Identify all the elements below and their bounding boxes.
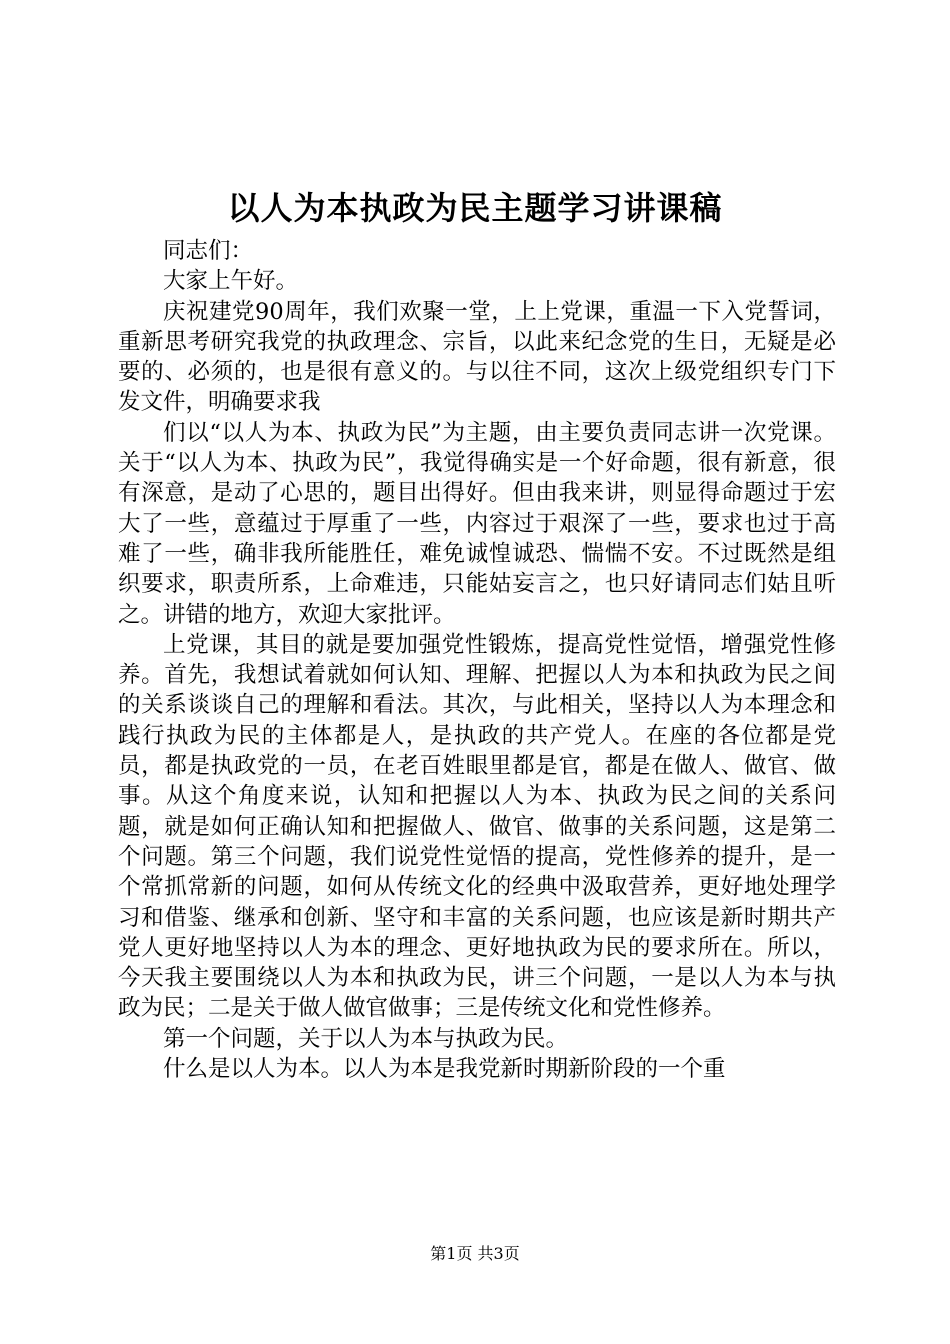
document-title: 以人为本执政为民主题学习讲课稿 [227, 189, 723, 227]
document-body [118, 236, 836, 1084]
page-number-footer: 第1页 共3页 [430, 1244, 520, 1263]
paragraph-intro: 庆祝建党90周年，我们欢聚一堂，上上党课，重温一下入党誓词，重新思考研究我党的执政理念、宗旨，以此来纪念党的生日，无疑是必要的、必须的，也是很有意义的。与以往不同，这次上级党组织专门下发文件，明确要求我 [118, 298, 836, 416]
paragraph-topic: 们以“以人为本、执政为民”为主题，由主要负责同志讲一次党课。关于“以人为本、执政为民”，我觉得确实是一个好命题，很有新意，很有深意，是动了心思的，题目出得好。但由我来讲，则显得命题过于宏大了一些，意蕴过于厚重了一些，内容过于艰深了一些，要求也过于高难了一些，确非我所能胜任，难免诚惶诚恐、惴惴不安。不过既然是组织要求，职责所系，上命难违，只能姑妄言之，也只好请同志们姑且听之。讲错的地方，欢迎大家批评。 [118, 419, 836, 628]
paragraph-outline: 上党课，其目的就是要加强党性锻炼，提高党性觉悟，增强党性修养。首先，我想试着就如何认知、理解、把握以人为本和执政为民之间的关系谈谈自己的理解和看法。其次，与此相关，坚持以人为本理念和践行执政为民的主体都是人，是执政的共产党人。在座的各位都是党员，都是执政党的一员，在老百姓眼里都是官，都是在做人、做官、做事。从这个角度来说，认知和把握以人为本、执政为民之间的关系问题，就是如何正确认知和把握做人、做官、做事的关系问题，这是第二个问题。第三个问题，我们说党性觉悟的提高，党性修养的提升，是一个常抓常新的问题，如何从传统文化的经典中汲取营养，更好地处理学习和借鉴、继承和创新、坚守和丰富的关系问题，也应该是新时期共产党人更好地坚持以人为本的理念、更好地执政为民的要求所在。所以，今天我主要围绕以人为本和执政为民，讲三个问题，一是以人为本与执政为民；二是关于做人做官做事；三是传统文化和党性修养。 [118, 631, 836, 1022]
paragraph-section-one-start: 什么是以人为本。以人为本是我党新时期新阶段的一个重 [163, 1056, 726, 1083]
paragraph-greeting: 同志们： [163, 238, 254, 264]
paragraph-section-one-heading: 第一个问题，关于以人为本与执政为民。 [163, 1025, 569, 1052]
paragraph-salutation: 大家上午好。 [163, 268, 299, 295]
